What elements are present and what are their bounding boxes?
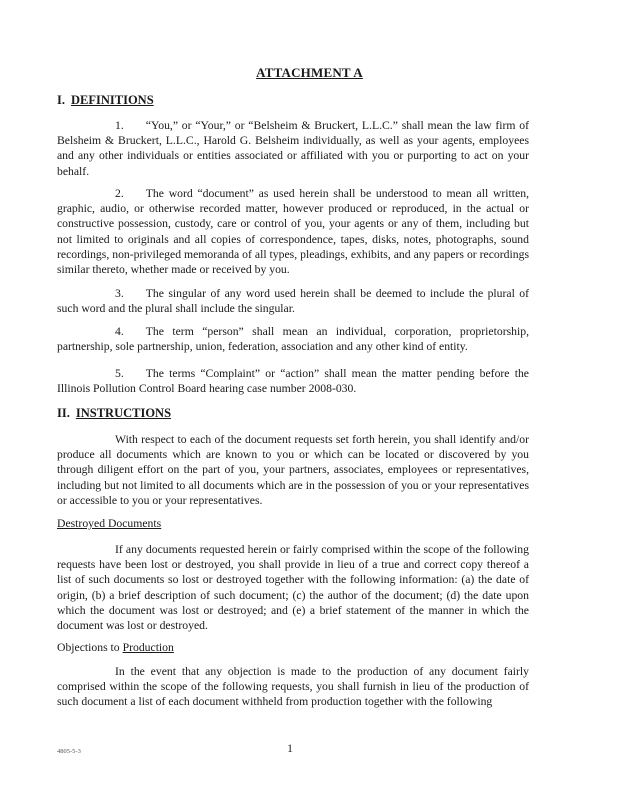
instructions-paragraph: With respect to each of the document requests set forth herein, you shall identify and/or produce all documents which are known to you or which can be located or discovered by you through diligent effort on the part of you, your partners, associates, employees or representatives, including but not limited to all documents which are in the possession of you or your representatives or accessible to you or your representatives. xyxy=(57,433,529,507)
section-number: I. xyxy=(57,93,65,107)
section-title: DEFINITIONS xyxy=(71,93,154,107)
section-number: II. xyxy=(57,406,70,420)
subheading-destroyed-documents: Destroyed Documents xyxy=(57,517,162,530)
definition-paragraph-5 xyxy=(57,366,529,396)
document-title: ATTACHMENT A xyxy=(256,65,363,80)
subheading-prefix: Objections to xyxy=(57,641,123,654)
definition-paragraph-1 xyxy=(57,118,529,179)
section-heading-instructions xyxy=(57,406,171,421)
section-heading-definitions xyxy=(57,93,154,108)
paragraph-text: The singular of any word used herein shall be deemed to include the plural of such word and the plural shall include the singular. xyxy=(57,287,529,316)
definition-paragraph-2 xyxy=(57,186,529,277)
paragraph-text: “You,” or “Your,” or “Belsheim & Bruckert, L.L.C.” shall mean the law firm of Belsheim & Bruckert, L.L.C., Harold G. Belsheim individually, as well as your agents, employees and any other individuals or entities associated or affiliated with you or purporting to act on your behalf. xyxy=(57,119,529,178)
destroyed-documents-paragraph: If any documents requested herein or fairly comprised within the scope of the following requests have been lost or destroyed, you shall provide in lieu of a true and correct copy thereof a list of such documents so lost or destroyed together with the following information: (a) the date of origin, (b) a brief description of such document; (c) the author of the document; (d) the date upon which the document was lost or destroyed; and (e) a brief statement of the manner in which the document was lost or destroyed. xyxy=(57,543,529,633)
page-number: 1 xyxy=(287,743,293,755)
paragraph-number: 2. xyxy=(115,187,124,200)
footer-document-id: 4805-5-3 xyxy=(57,748,81,755)
paragraph-text: The terms “Complaint” or “action” shall mean the matter pending before the Illinois Pollution Control Board hearing case number 2008-030. xyxy=(57,367,529,396)
paragraph-number: 1. xyxy=(115,119,124,132)
objections-paragraph: In the event that any objection is made to the production of any document fairly comprised within the scope of the following requests, you shall furnish in lieu of the production of such document a list of each document withheld from production together with the following xyxy=(57,665,529,709)
subheading-underlined: Production xyxy=(122,641,174,654)
paragraph-number: 5. xyxy=(115,367,124,380)
subheading-objections xyxy=(57,641,174,654)
paragraph-number: 4. xyxy=(115,325,124,338)
paragraph-text: The word “document” as used herein shall be understood to mean all written, graphic, audio, or otherwise recorded matter, however produced or reproduced, in the actual or constructive possession, custody, care or control of you, your agents or any of them, including but not limited to originals and all copies of correspondence, tapes, disks, notes, photographs, sound recordings, non-privileged memoranda of all types, pleadings, exhibits, and any papers or recordings similar thereto, whether made or received by you. xyxy=(57,187,529,277)
definition-paragraph-4 xyxy=(57,324,529,354)
paragraph-text: The term “person” shall mean an individual, corporation, proprietorship, partnership, sole partnership, union, federation, association and any other kind of entity. xyxy=(57,325,529,354)
section-title: INSTRUCTIONS xyxy=(75,406,172,420)
paragraph-number: 3. xyxy=(115,287,124,300)
definition-paragraph-3 xyxy=(57,286,529,316)
